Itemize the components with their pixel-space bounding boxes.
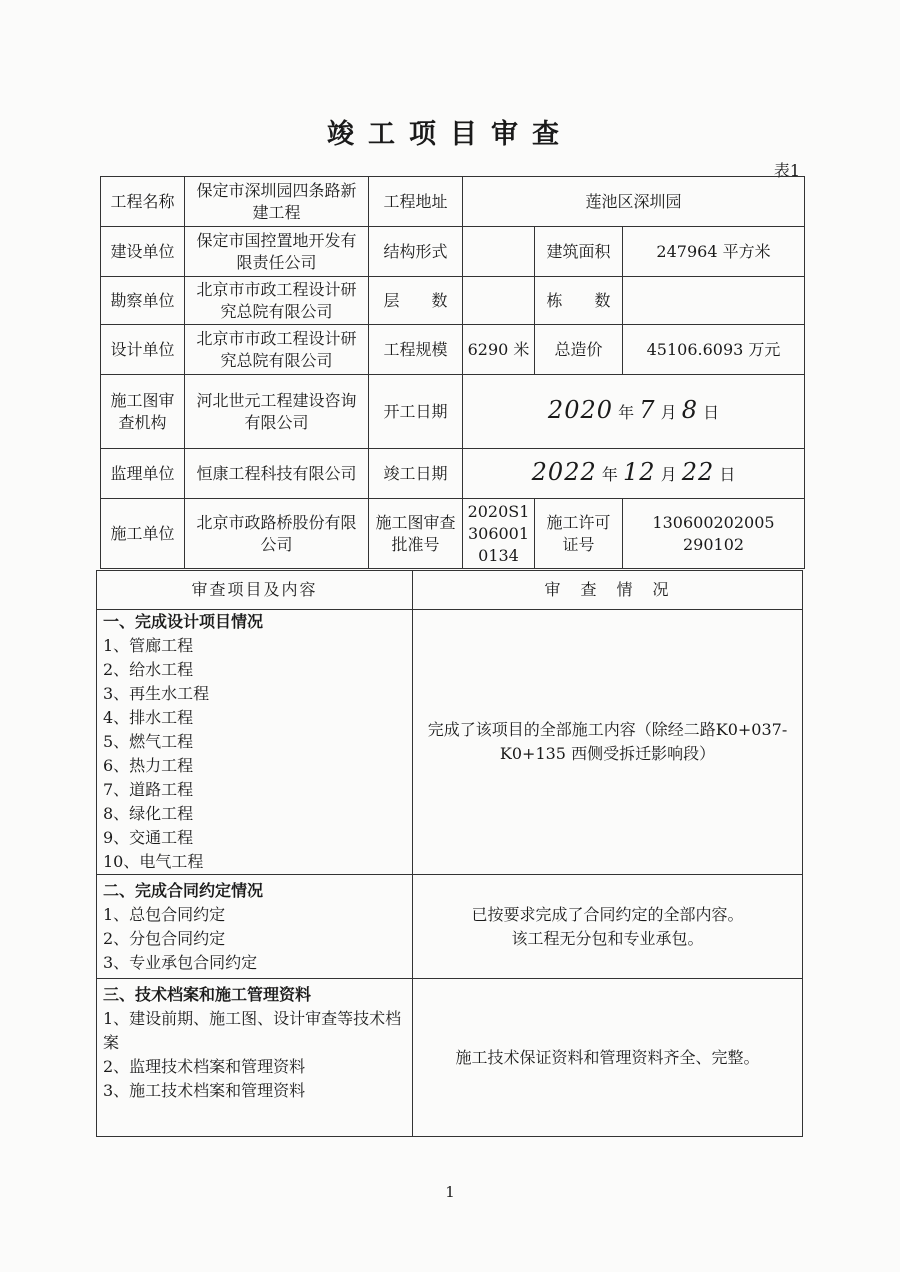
end-date-value <box>463 449 805 499</box>
end-day: 22 <box>681 458 715 486</box>
list-item: 4、排水工程 <box>103 708 194 727</box>
design-label: 设计单位 <box>101 325 185 375</box>
floors-value <box>463 277 535 325</box>
structure-label: 结构形式 <box>369 227 463 277</box>
section-design <box>97 610 413 875</box>
list-item: 1、建设前期、施工图、设计审查等技术档案 <box>103 1009 402 1052</box>
section-contract-status <box>413 875 803 979</box>
contractor-label: 施工单位 <box>101 499 185 569</box>
end-month-unit: 月 <box>660 465 677 484</box>
project-name-value: 保定市深圳园四条路新建工程 <box>185 177 369 227</box>
list-item: 2、给水工程 <box>103 660 194 679</box>
area-value: 247964 平方米 <box>623 227 805 277</box>
builder-value: 保定市国控置地开发有限责任公司 <box>185 227 369 277</box>
survey-value: 北京市市政工程设计研究总院有限公司 <box>185 277 369 325</box>
section-archive <box>97 979 413 1137</box>
builder-label: 建设单位 <box>101 227 185 277</box>
end-date-label: 竣工日期 <box>369 449 463 499</box>
list-item: 1、管廊工程 <box>103 636 194 655</box>
start-day-unit: 日 <box>703 403 720 422</box>
address-label: 工程地址 <box>369 177 463 227</box>
floors-label: 层 数 <box>369 277 463 325</box>
section-title: 一、完成设计项目情况 <box>103 612 264 631</box>
list-item: 3、专业承包合同约定 <box>103 952 258 972</box>
list-item: 3、施工技术档案和管理资料 <box>103 1081 306 1100</box>
start-month: 7 <box>639 396 656 424</box>
list-item: 7、道路工程 <box>103 780 194 799</box>
area-label: 建筑面积 <box>535 227 623 277</box>
start-year: 2020 <box>547 396 613 424</box>
page-number: 1 <box>445 1183 455 1201</box>
design-value: 北京市市政工程设计研究总院有限公司 <box>185 325 369 375</box>
review-no-label: 施工图审查批准号 <box>369 499 463 569</box>
address-value: 莲池区深圳园 <box>463 177 805 227</box>
supervisor-label: 监理单位 <box>101 449 185 499</box>
scale-value: 6290 米 <box>463 325 535 375</box>
list-item: 5、燃气工程 <box>103 732 194 751</box>
start-day: 8 <box>681 396 698 424</box>
list-item: 1、总包合同约定 <box>103 904 226 924</box>
review-no-value: 2020S13060010134 <box>463 499 535 569</box>
list-item: 6、热力工程 <box>103 756 194 775</box>
list-item: 9、交通工程 <box>103 828 194 847</box>
list-item: 2、分包合同约定 <box>103 928 226 948</box>
permit-value: 130600202005290102 <box>623 499 805 569</box>
section-title: 三、技术档案和施工管理资料 <box>103 985 312 1004</box>
review-status-header: 审 查 情 况 <box>413 571 803 610</box>
list-item: 2、监理技术档案和管理资料 <box>103 1057 306 1076</box>
contractor-value: 北京市政路桥股份有限公司 <box>185 499 369 569</box>
review-table <box>96 570 803 1137</box>
project-info-table <box>100 176 805 569</box>
section-contract <box>97 875 413 979</box>
end-year-unit: 年 <box>601 465 618 484</box>
cost-label: 总造价 <box>535 325 623 375</box>
review-items-header: 审查项目及内容 <box>97 571 413 610</box>
cost-value: 45106.6093 万元 <box>623 325 805 375</box>
supervisor-value: 恒康工程科技有限公司 <box>185 449 369 499</box>
section-title: 二、完成合同约定情况 <box>103 880 264 900</box>
start-date-label: 开工日期 <box>369 375 463 449</box>
start-date-value <box>463 375 805 449</box>
review-org-label: 施工图审查机构 <box>101 375 185 449</box>
list-item: 10、电气工程 <box>103 852 204 871</box>
end-month: 12 <box>622 458 656 486</box>
survey-label: 勘察单位 <box>101 277 185 325</box>
start-year-unit: 年 <box>618 403 635 422</box>
scale-label: 工程规模 <box>369 325 463 375</box>
permit-label: 施工许可证号 <box>535 499 623 569</box>
table-number: 表1 <box>773 161 800 180</box>
status-line: 该工程无分包和专业承包。 <box>511 928 704 948</box>
end-year: 2022 <box>531 458 597 486</box>
section-archive-status: 施工技术保证资料和管理资料齐全、完整。 <box>413 979 803 1137</box>
review-org-value: 河北世元工程建设咨询有限公司 <box>185 375 369 449</box>
structure-value <box>463 227 535 277</box>
list-item: 8、绿化工程 <box>103 804 194 823</box>
list-item: 3、再生水工程 <box>103 684 210 703</box>
project-name-label: 工程名称 <box>101 177 185 227</box>
status-line: 已按要求完成了合同约定的全部内容。 <box>471 904 744 924</box>
page-title: 竣工项目审查 <box>327 119 573 150</box>
buildings-label: 栋 数 <box>535 277 623 325</box>
section-design-status: 完成了该项目的全部施工内容（除经二路K0+037-K0+135 西侧受拆迁影响段） <box>413 610 803 875</box>
start-month-unit: 月 <box>660 403 677 422</box>
buildings-value <box>623 277 805 325</box>
end-day-unit: 日 <box>719 465 736 484</box>
